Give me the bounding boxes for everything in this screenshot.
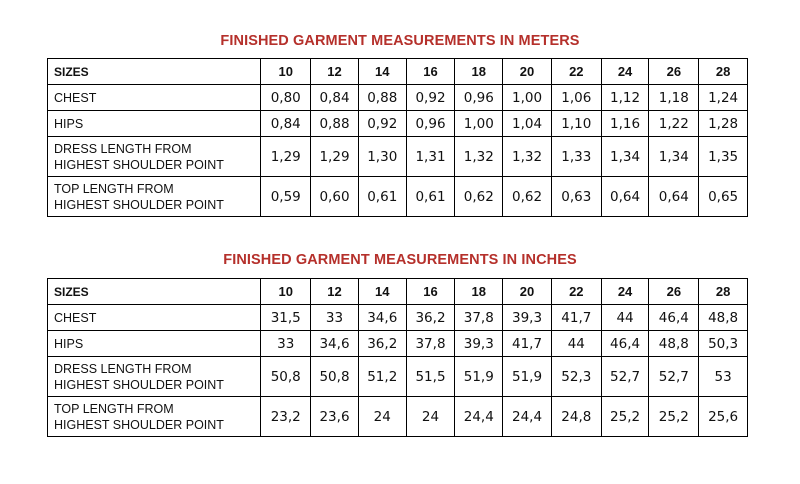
row-label-line: HIGHEST SHOULDER POINT (54, 377, 224, 392)
size-header-20: 20 (503, 59, 552, 85)
value-cell: 1,12 (601, 85, 649, 111)
value-cell: 1,16 (601, 111, 649, 137)
row-label-line: HIPS (54, 336, 84, 351)
inches-table (47, 278, 748, 437)
value-cell: 0,96 (406, 111, 455, 137)
value-cell: 25,2 (601, 397, 649, 437)
table-row (48, 85, 748, 111)
value-cell: 50,3 (699, 331, 748, 357)
size-header-10: 10 (261, 59, 311, 85)
value-cell: 1,00 (455, 111, 503, 137)
value-cell: 24 (406, 397, 455, 437)
value-cell: 0,84 (311, 85, 359, 111)
value-cell: 31,5 (261, 305, 311, 331)
table-row (48, 397, 748, 437)
size-header-26: 26 (649, 59, 699, 85)
value-cell: 1,34 (649, 137, 699, 177)
value-cell: 0,88 (358, 85, 406, 111)
size-header-28: 28 (699, 279, 748, 305)
size-header-16: 16 (406, 279, 455, 305)
value-cell: 39,3 (455, 331, 503, 357)
value-cell: 0,80 (261, 85, 311, 111)
inches-table-title: FINISHED GARMENT MEASUREMENTS IN INCHES (223, 252, 577, 268)
value-cell: 50,8 (311, 357, 359, 397)
table-row (48, 331, 748, 357)
row-label-line: DRESS LENGTH FROM (54, 361, 192, 376)
row-label-line: HIPS (54, 116, 84, 131)
value-cell: 1,04 (503, 111, 552, 137)
value-cell: 1,00 (503, 85, 552, 111)
value-cell: 41,7 (551, 305, 601, 331)
row-label (48, 177, 261, 217)
value-cell: 37,8 (406, 331, 455, 357)
value-cell: 0,64 (649, 177, 699, 217)
size-header-10: 10 (261, 279, 311, 305)
value-cell: 44 (601, 305, 649, 331)
value-cell: 1,29 (311, 137, 359, 177)
row-label-line: CHEST (54, 90, 97, 105)
header-row (48, 279, 748, 305)
row-label-line: TOP LENGTH FROM (54, 401, 174, 416)
size-header-28: 28 (699, 59, 748, 85)
size-header-26: 26 (649, 279, 699, 305)
value-cell: 1,31 (406, 137, 455, 177)
value-cell: 0,92 (358, 111, 406, 137)
value-cell: 1,32 (503, 137, 552, 177)
value-cell: 46,4 (601, 331, 649, 357)
value-cell: 0,88 (311, 111, 359, 137)
row-label-line: DRESS LENGTH FROM (54, 141, 192, 156)
sizes-header-label: SIZES (48, 59, 261, 85)
value-cell: 39,3 (503, 305, 552, 331)
value-cell: 1,33 (551, 137, 601, 177)
value-cell: 25,2 (649, 397, 699, 437)
row-label (48, 137, 261, 177)
table-row (48, 137, 748, 177)
header-row (48, 59, 748, 85)
value-cell: 1,10 (551, 111, 601, 137)
row-label-line: HIGHEST SHOULDER POINT (54, 417, 224, 432)
value-cell: 51,2 (358, 357, 406, 397)
size-header-12: 12 (311, 59, 359, 85)
value-cell: 0,65 (699, 177, 748, 217)
value-cell: 52,7 (649, 357, 699, 397)
value-cell: 24,4 (455, 397, 503, 437)
value-cell: 0,61 (358, 177, 406, 217)
meters-table (47, 58, 748, 217)
value-cell: 1,22 (649, 111, 699, 137)
value-cell: 1,34 (601, 137, 649, 177)
row-label (48, 85, 261, 111)
value-cell: 52,7 (601, 357, 649, 397)
value-cell: 1,30 (358, 137, 406, 177)
sizes-header-label: SIZES (48, 279, 261, 305)
size-header-22: 22 (551, 279, 601, 305)
row-label (48, 331, 261, 357)
value-cell: 53 (699, 357, 748, 397)
value-cell: 33 (261, 331, 311, 357)
value-cell: 1,18 (649, 85, 699, 111)
table-row (48, 177, 748, 217)
row-label-line: HIGHEST SHOULDER POINT (54, 197, 224, 212)
size-header-24: 24 (601, 59, 649, 85)
size-header-18: 18 (455, 279, 503, 305)
table-row (48, 305, 748, 331)
value-cell: 51,9 (455, 357, 503, 397)
value-cell: 23,2 (261, 397, 311, 437)
value-cell: 0,59 (261, 177, 311, 217)
row-label (48, 305, 261, 331)
value-cell: 34,6 (358, 305, 406, 331)
value-cell: 0,96 (455, 85, 503, 111)
table-row (48, 111, 748, 137)
size-header-16: 16 (406, 59, 455, 85)
value-cell: 0,61 (406, 177, 455, 217)
value-cell: 0,84 (261, 111, 311, 137)
value-cell: 48,8 (649, 331, 699, 357)
value-cell: 52,3 (551, 357, 601, 397)
size-header-14: 14 (358, 279, 406, 305)
value-cell: 1,06 (551, 85, 601, 111)
value-cell: 24,8 (551, 397, 601, 437)
value-cell: 24 (358, 397, 406, 437)
row-label (48, 357, 261, 397)
row-label-line: CHEST (54, 310, 97, 325)
value-cell: 36,2 (406, 305, 455, 331)
value-cell: 34,6 (311, 331, 359, 357)
value-cell: 51,9 (503, 357, 552, 397)
value-cell: 36,2 (358, 331, 406, 357)
value-cell: 24,4 (503, 397, 552, 437)
value-cell: 51,5 (406, 357, 455, 397)
row-label (48, 111, 261, 137)
value-cell: 0,60 (311, 177, 359, 217)
value-cell: 48,8 (699, 305, 748, 331)
value-cell: 33 (311, 305, 359, 331)
row-label-line: HIGHEST SHOULDER POINT (54, 157, 224, 172)
row-label (48, 397, 261, 437)
size-header-18: 18 (455, 59, 503, 85)
value-cell: 0,62 (455, 177, 503, 217)
value-cell: 0,62 (503, 177, 552, 217)
value-cell: 1,28 (699, 111, 748, 137)
table-row (48, 357, 748, 397)
row-label-line: TOP LENGTH FROM (54, 181, 174, 196)
size-header-14: 14 (358, 59, 406, 85)
value-cell: 46,4 (649, 305, 699, 331)
value-cell: 25,6 (699, 397, 748, 437)
value-cell: 41,7 (503, 331, 552, 357)
value-cell: 1,32 (455, 137, 503, 177)
value-cell: 0,63 (551, 177, 601, 217)
value-cell: 0,92 (406, 85, 455, 111)
value-cell: 0,64 (601, 177, 649, 217)
value-cell: 1,24 (699, 85, 748, 111)
value-cell: 1,29 (261, 137, 311, 177)
value-cell: 1,35 (699, 137, 748, 177)
size-header-24: 24 (601, 279, 649, 305)
size-header-12: 12 (311, 279, 359, 305)
size-header-20: 20 (503, 279, 552, 305)
value-cell: 44 (551, 331, 601, 357)
value-cell: 37,8 (455, 305, 503, 331)
value-cell: 23,6 (311, 397, 359, 437)
meters-table-title: FINISHED GARMENT MEASUREMENTS IN METERS (220, 33, 580, 49)
value-cell: 50,8 (261, 357, 311, 397)
size-header-22: 22 (551, 59, 601, 85)
